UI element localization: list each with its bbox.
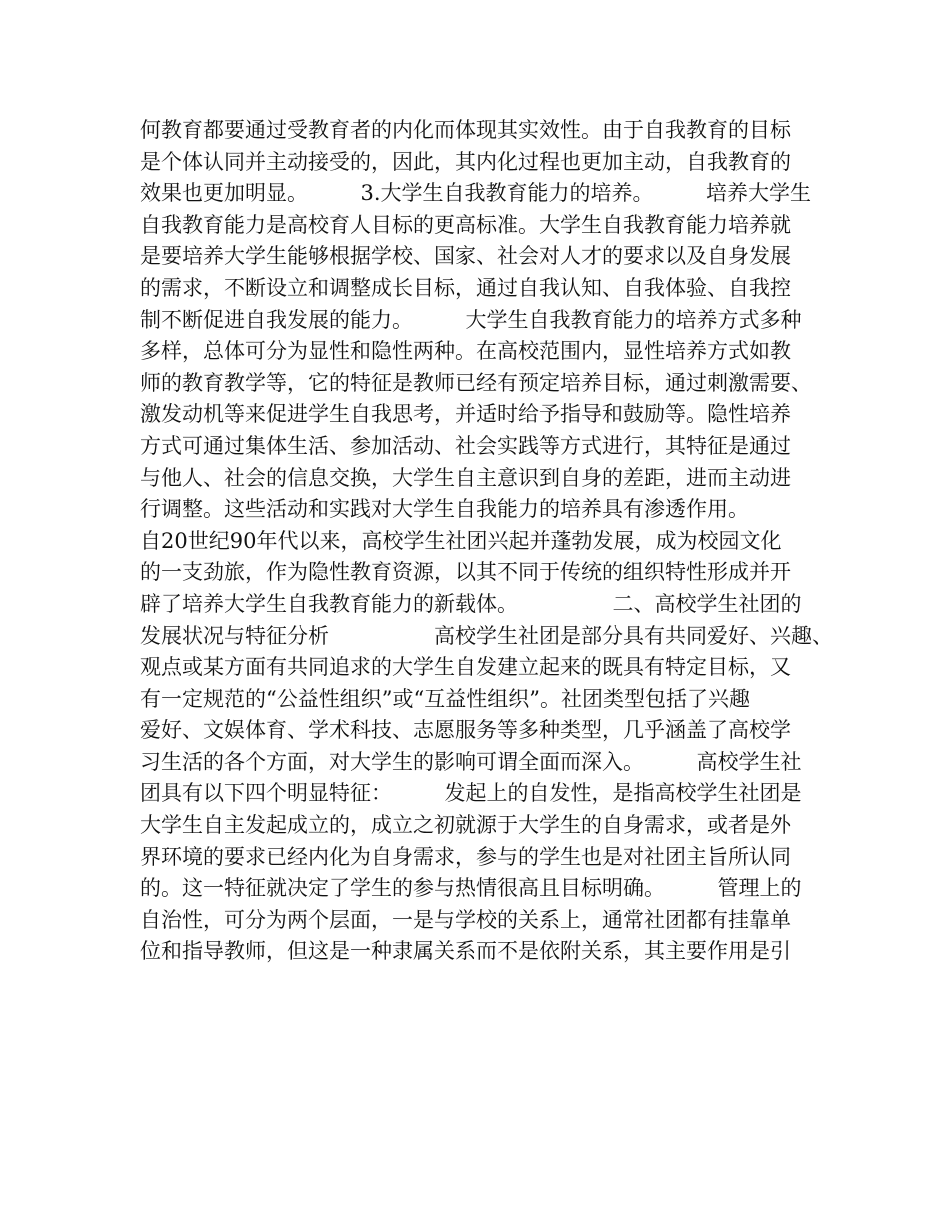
text-line: 辟了培养大学生自我教育能力的新载体。 二、高校学生社团的 [140,591,802,616]
text-line: 自治性，可分为两个层面，一是与学校的关系上，通常社团都有挂靠单 [140,907,791,932]
text-line: 位和指导教师，但这是一种隶属关系而不是依附关系，其主要作用是引 [140,939,791,964]
text-line: 方式可通过集体生活、参加活动、社会实践等方式进行，其特征是通过 [140,433,791,458]
text-line: 观点或某方面有共同追求的大学生自发建立起来的既具有特定目标，又 [140,655,791,680]
text-line: 习生活的各个方面，对大学生的影响可谓全面而深入。 高校学生社 [140,749,802,774]
text-line: 何教育都要通过受教育者的内化而体现其实效性。由于自我教育的目标 [140,118,791,142]
text-line: 的。这一特征就决定了学生的参与热情很高且目标明确。 管理上的 [140,876,802,901]
text-line: 效果也更加明显。 3.大学生自我教育能力的培养。 培养大学生 [140,181,812,206]
text-line: 爱好、文娱体育、学术科技、志愿服务等多种类型，几乎涵盖了高校学 [140,718,791,743]
text-line: 激发动机等来促进学生自我思考，并适时给予指导和鼓励等。隐性培养 [140,402,791,427]
text-line: 的需求，不断设立和调整成长目标，通过自我认知、自我体验、自我控 [140,275,791,300]
text-line: 多样，总体可分为显性和隐性两种。在高校范围内，显性培养方式如教 [140,339,791,364]
text-line: 团具有以下四个明显特征： 发起上的自发性，是指高校学生社团是 [140,781,802,806]
text-line: 行调整。这些活动和实践对大学生自我能力的培养具有渗透作用。 [140,497,749,522]
text-line: 是个体认同并主动接受的，因此，其内化过程也更加主动，自我教育的 [140,149,791,174]
text-line: 与他人、社会的信息交换，大学生自主意识到自身的差距，进而主动进 [140,465,791,490]
text-line: 界环境的要求已经内化为自身需求，参与的学生也是对社团主旨所认同 [140,844,791,869]
text-line: 自20世纪90年代以来，高校学生社团兴起并蓬勃发展，成为校园文化 [140,528,782,553]
text-line: 的一支劲旅，作为隐性教育资源，以其不同于传统的组织特性形成并开 [140,560,791,585]
text-line: 师的教育教学等，它的特征是教师已经有预定培养目标，通过刺激需要、 [140,370,812,395]
text-line: 有一定规范的“公益性组织”或“互益性组织”。社团类型包括了兴趣 [140,686,750,711]
text-line: 自我教育能力是高校育人目标的更高标准。大学生自我教育能力培养就 [140,212,791,237]
text-line: 是要培养大学生能够根据学校、国家、社会对人才的要求以及自身发展 [140,244,791,269]
text-line: 发展状况与特征分析 高校学生社团是部分具有共同爱好、兴趣、 [140,623,833,648]
body-text [140,115,833,968]
text-line: 大学生自主发起成立的，成立之初就源于大学生的自身需求，或者是外 [140,813,791,838]
text-line: 制不断促进自我发展的能力。 大学生自我教育能力的培养方式多种 [140,307,802,332]
